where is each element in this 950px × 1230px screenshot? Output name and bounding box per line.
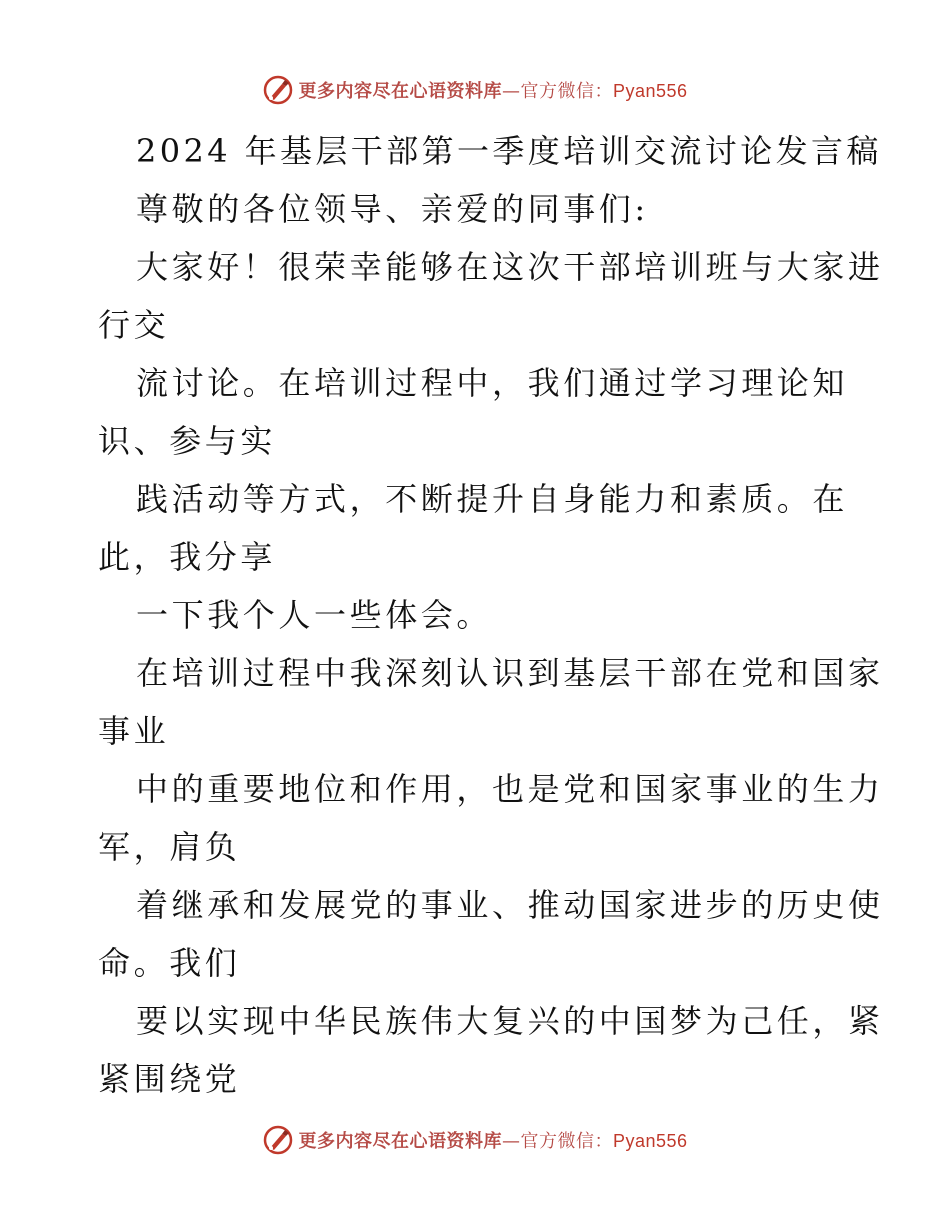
paragraph-line: 军，肩负 — [98, 828, 241, 866]
document-body — [98, 122, 884, 1108]
paragraph-line: 中的重要地位和作用，也是党和国家事业的生力 — [136, 770, 884, 808]
watermark-wechat-id: Pyan556 — [612, 81, 688, 101]
pen-logo-icon — [262, 74, 294, 106]
paragraph-line: 大家好！很荣幸能够在这次干部培训班与大家进 — [136, 248, 884, 286]
paragraph-line: 行交 — [98, 306, 170, 344]
watermark-separator: — — [501, 81, 521, 102]
paragraph-line: 一下我个人一些体会。 — [136, 596, 493, 634]
pen-logo-icon — [262, 1124, 294, 1156]
paragraph-line: 此，我分享 — [98, 538, 277, 576]
watermark-wechat-label: 官方微信： — [520, 1131, 613, 1152]
document-lines — [98, 180, 884, 1108]
watermark-site-text: 更多内容尽在心语资料库 — [298, 1131, 502, 1152]
paragraph-line: 事业 — [98, 712, 170, 750]
paragraph-line: 要以实现中华民族伟大复兴的中国梦为己任，紧 — [136, 1002, 884, 1040]
paragraph-line: 着继承和发展党的事业、推动国家进步的历史使 — [136, 886, 884, 924]
header-watermark — [0, 70, 950, 110]
watermark-text — [298, 1127, 687, 1153]
footer-watermark — [0, 1120, 950, 1160]
document-title: 2024 年基层干部第一季度培训交流讨论发言稿 — [136, 132, 882, 170]
paragraph-line: 紧围绕党 — [98, 1060, 241, 1098]
paragraph-line: 践活动等方式，不断提升自身能力和素质。在 — [136, 480, 849, 518]
watermark-wechat-label: 官方微信： — [520, 81, 613, 102]
paragraph-line: 尊敬的各位领导、亲爱的同事们: — [136, 190, 649, 228]
watermark-wechat-id: Pyan556 — [612, 1131, 688, 1151]
watermark-site-text: 更多内容尽在心语资料库 — [298, 81, 502, 102]
watermark-separator: — — [501, 1131, 521, 1152]
paragraph-line: 流讨论。在培训过程中，我们通过学习理论知 — [136, 364, 849, 402]
paragraph-line: 在培训过程中我深刻认识到基层干部在党和国家 — [136, 654, 884, 692]
watermark-text — [298, 77, 687, 103]
paragraph-line: 识、参与实 — [98, 422, 277, 460]
paragraph-line: 命。我们 — [98, 944, 241, 982]
